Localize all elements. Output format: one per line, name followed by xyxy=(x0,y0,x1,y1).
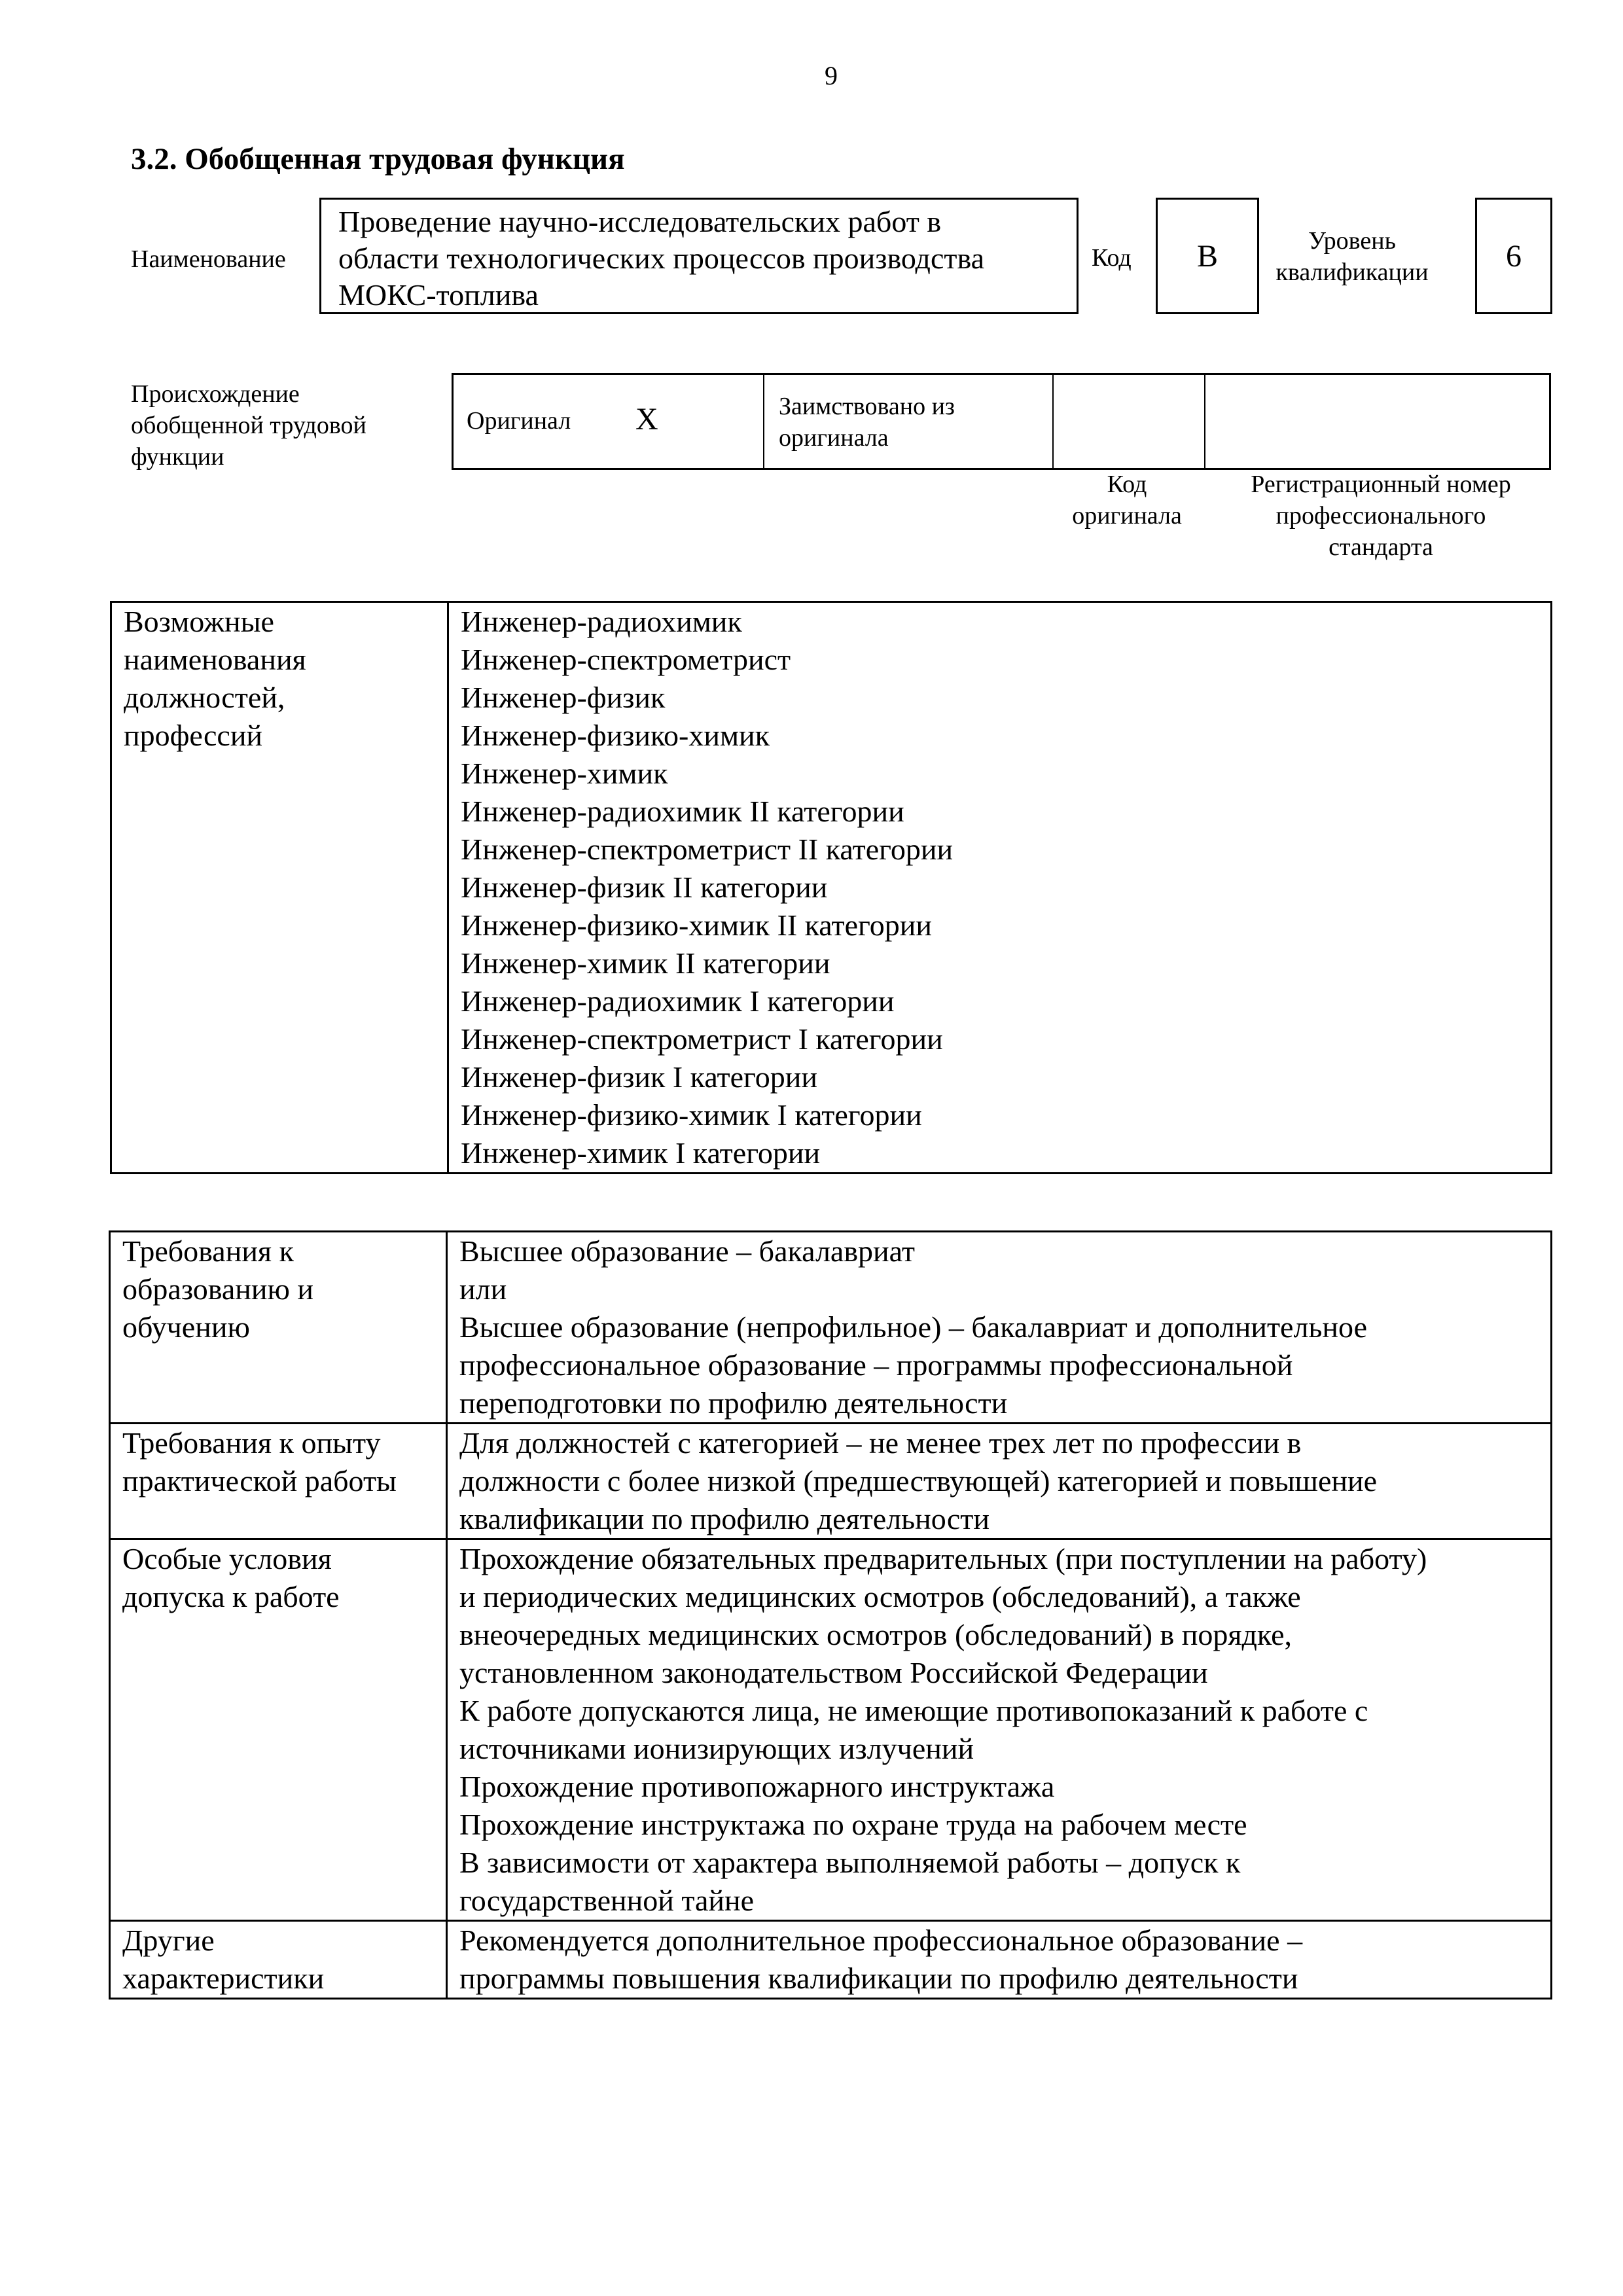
function-name-box xyxy=(319,198,1079,314)
other-characteristics-label-cell xyxy=(110,1921,447,1999)
position-item: Инженер-физик I категории xyxy=(461,1060,818,1094)
label-line: профессий xyxy=(124,719,263,752)
original-code-cell xyxy=(1054,375,1205,468)
label-line: обучению xyxy=(122,1310,250,1344)
position-item: Инженер-физик II категории xyxy=(461,870,828,904)
registration-number-caption xyxy=(1211,469,1551,563)
function-name-text xyxy=(338,204,1063,314)
position-item: Инженер-спектрометрист I категории xyxy=(461,1022,943,1056)
origin-table xyxy=(452,373,1551,470)
level-label-line: Уровень xyxy=(1308,227,1396,255)
position-item: Инженер-физик xyxy=(461,681,666,714)
value-line: Прохождение инструктажа по охране труда на рабочем месте xyxy=(459,1808,1247,1841)
label-line: допуска к работе xyxy=(122,1580,340,1613)
value-line: государственной тайне xyxy=(459,1884,755,1917)
label-line: Другие xyxy=(122,1924,215,1957)
position-item: Инженер-физико-химик II категории xyxy=(461,908,933,942)
label-line: должностей, xyxy=(124,681,285,714)
table-row xyxy=(111,602,1552,1174)
label-line: образованию и xyxy=(122,1272,313,1306)
function-name-line: области технологических процессов производства xyxy=(338,242,985,275)
position-item: Инженер-физико-химик xyxy=(461,719,770,752)
qualification-level-label xyxy=(1267,225,1437,288)
value-line: Прохождение обязательных предварительных (при поступлении на работу) xyxy=(459,1542,1427,1575)
origin-label-line: Происхождение xyxy=(131,380,300,408)
table-row xyxy=(110,1539,1552,1921)
positions-label-cell xyxy=(111,602,448,1174)
value-line: программы повышения квалификации по профилю деятельности xyxy=(459,1962,1298,1995)
code-label: Код xyxy=(1092,244,1132,272)
value-line: Прохождение противопожарного инструктажа xyxy=(459,1770,1055,1803)
caption-line: Регистрационный номер xyxy=(1251,471,1511,498)
table-row xyxy=(110,1921,1552,1999)
value-line: должности с более низкой (предшествующей) категорией и повышение xyxy=(459,1464,1378,1498)
label-line: Требования к xyxy=(122,1234,294,1268)
position-item: Инженер-химик II категории xyxy=(461,946,830,980)
value-line: переподготовки по профилю деятельности xyxy=(459,1386,1008,1420)
original-cell xyxy=(454,375,764,468)
borrowed-label-line: оригинала xyxy=(779,424,889,452)
borrowed-label-line: Заимствовано из xyxy=(779,393,955,420)
registration-number-cell xyxy=(1205,375,1549,468)
label-line: Возможные xyxy=(124,605,274,638)
table-row xyxy=(110,1232,1552,1424)
caption-line: стандарта xyxy=(1329,533,1433,561)
admission-conditions-value-cell xyxy=(447,1539,1552,1921)
original-mark: X xyxy=(635,402,658,437)
qualification-level-value: 6 xyxy=(1475,198,1552,314)
origin-label xyxy=(131,378,419,473)
education-label-cell xyxy=(110,1232,447,1424)
origin-label-line: функции xyxy=(131,443,224,471)
position-item: Инженер-физико-химик I категории xyxy=(461,1098,922,1132)
value-line: К работе допускаются лица, не имеющие противопоказаний к работе с xyxy=(459,1694,1368,1727)
experience-value-cell xyxy=(447,1424,1552,1539)
position-item: Инженер-спектрометрист II категории xyxy=(461,833,954,866)
value-line: Высшее образование (непрофильное) – бакалавриат и дополнительное xyxy=(459,1310,1368,1344)
value-line: или xyxy=(459,1272,507,1306)
experience-label-cell xyxy=(110,1424,447,1539)
value-line: источниками ионизирующих излучений xyxy=(459,1732,974,1765)
position-item: Инженер-химик xyxy=(461,757,668,790)
value-line: В зависимости от характера выполняемой работы – допуск к xyxy=(459,1846,1241,1879)
position-item: Инженер-радиохимик I категории xyxy=(461,984,895,1018)
requirements-table xyxy=(109,1230,1552,2000)
caption-line: Код xyxy=(1107,471,1147,498)
position-item: Инженер-химик I категории xyxy=(461,1136,821,1170)
admission-conditions-label-cell xyxy=(110,1539,447,1921)
education-value-cell xyxy=(447,1232,1552,1424)
page-number: 9 xyxy=(825,61,838,90)
position-item: Инженер-радиохимик II категории xyxy=(461,795,904,828)
value-line: Рекомендуется дополнительное профессиональное образование – xyxy=(459,1924,1303,1957)
caption-line: профессионального xyxy=(1275,502,1486,529)
borrowed-label xyxy=(779,391,955,454)
positions-list-cell xyxy=(448,602,1552,1174)
label-line: практической работы xyxy=(122,1464,397,1498)
function-name-line: МОКС-топлива xyxy=(338,278,539,312)
value-line: Высшее образование – бакалавриат xyxy=(459,1234,915,1268)
label-line: Особые условия xyxy=(122,1542,332,1575)
position-item: Инженер-радиохимик xyxy=(461,605,742,638)
caption-line: оригинала xyxy=(1072,502,1182,529)
position-item: Инженер-спектрометрист xyxy=(461,643,791,676)
value-line: установленном законодательством Российской Федерации xyxy=(459,1656,1208,1689)
label-line: наименования xyxy=(124,643,306,676)
borrowed-cell xyxy=(764,375,1054,468)
level-label-line: квалификации xyxy=(1275,259,1429,286)
original-code-caption xyxy=(1054,469,1200,531)
positions-table xyxy=(110,601,1552,1174)
origin-label-line: обобщенной трудовой xyxy=(131,412,366,439)
value-line: и периодических медицинских осмотров (обследований), а также xyxy=(459,1580,1301,1613)
other-characteristics-value-cell xyxy=(447,1921,1552,1999)
value-line: внеочередных медицинских осмотров (обследований) в порядке, xyxy=(459,1618,1293,1651)
value-line: квалификации по профилю деятельности xyxy=(459,1502,990,1535)
table-row xyxy=(110,1424,1552,1539)
label-line: Требования к опыту xyxy=(122,1426,381,1460)
value-line: профессиональное образование – программы профессиональной xyxy=(459,1348,1293,1382)
function-name-line: Проведение научно-исследовательских работ в xyxy=(338,205,942,238)
section-title: 3.2. Обобщенная трудовая функция xyxy=(131,142,625,176)
original-label: Оригинал xyxy=(467,407,571,435)
name-label: Наименование xyxy=(131,245,286,273)
code-value: B xyxy=(1156,198,1259,314)
value-line: Для должностей с категорией – не менее трех лет по профессии в xyxy=(459,1426,1302,1460)
label-line: характеристики xyxy=(122,1962,325,1995)
